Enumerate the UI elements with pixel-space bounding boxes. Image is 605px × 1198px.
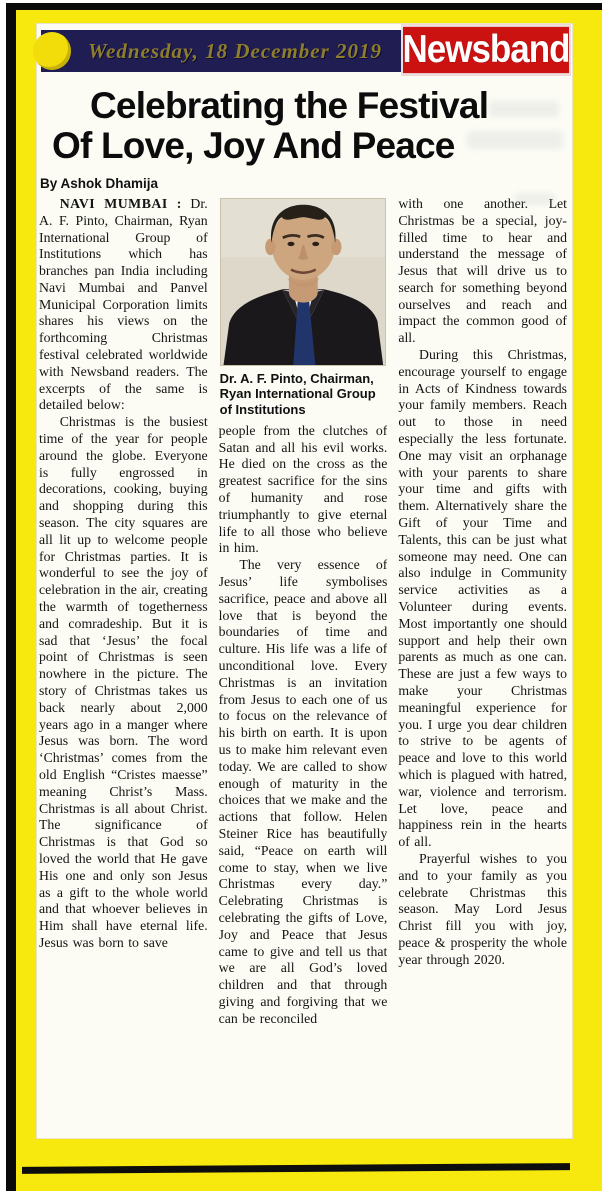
paragraph: people from the clutches of Satan and all his evil works. He died on the cross as the greatest sacrifice for the sins of humanity and rose triumphantly to give eternal life to all those who believe in him. (218, 422, 388, 556)
article-column-1 (39, 196, 208, 1144)
headline-line-2: Of Love, Joy And Peace (52, 124, 455, 166)
paragraph: Prayerful wishes to you and to your family as you celebrate Christmas this season. May Lord Jesus Christ fill you with joy, peace & prosperity the whole year through 2020. (398, 850, 568, 967)
pinto-portrait-photo (220, 198, 387, 366)
article-column-2 (219, 196, 388, 1144)
photo-figure (220, 198, 387, 417)
paragraph: Christmas is the busiest time of the year for people around the globe. Everyone is fully engrossed in decorations, cooking, buying and shopping during this season. The city squares are all lit up to welcome people for Christmas parties. It is wonderful to see the joy of celebration in the air, creating the warmth of togetherness and comradeship. But it is sad that ‘Jesus’ the focal point of Christmas is seen nowhere in the picture. The story of Christmas takes us back nearly about 2,000 years ago in a manger where Jesus was born. The word ‘Christmas’ comes from the old English “Cristes maesse” meaning Christ’s Mass. Christmas is all about Christ. The significance of Christmas is that God so loved the world that He gave His one and only son Jesus as a gift to the whole world and that whoever believes in Him shall have eternal life. Jesus was born to save (39, 414, 208, 950)
masthead-date: Wednesday, 18 December 2019 (87, 38, 383, 63)
paragraph-text: Dr. A. F. Pinto, Chairman, Ryan International Group of Institutions which has branches pan India including Navi Mumbai and Panvel Municipal Corporation limits shares his views on the forthcoming Christmas festival celebrated worldwide with Newsband readers. The excerpts of the same is detailed below: (39, 195, 208, 413)
sun-circle-icon (33, 32, 71, 70)
dateline: NAVI MUMBAI : (59, 195, 182, 211)
article-column-3 (398, 196, 567, 1144)
paragraph: The very essence of Jesus’ life symbolises sacrifice, peace and above all love that is beyond the boundaries of time and culture. His life was a life of unconditional love. Every Christmas is an invitation from Jesus to each one of us to focus on the relevance of his birth on earth. It is upon us to make him relevant even today. We are called to show enough of maturity in the choices that we make and the actions that follow. Helen Steiner Rice has beautifully said, “Peace on earth will come to stay, when we live Christmas every day.” Celebrating Christmas is celebrating the gifts of Love, Joy and Peace that Jesus came to give and tell us that we are all God’s loved children and that through giving and forgiving that we can be reconciled (218, 557, 388, 1026)
portrait-illustration (221, 199, 386, 365)
headline-line-1: Celebrating the Festival (90, 85, 489, 126)
byline: By Ashok Dhamija (40, 175, 159, 191)
article-paper (36, 23, 573, 1139)
article-columns (36, 196, 573, 1144)
paragraph (39, 196, 208, 414)
photo-caption: Dr. A. F. Pinto, Chairman, Ryan International Group of Institutions (219, 370, 376, 417)
masthead-brand: Newsband (401, 25, 571, 76)
paragraph: with one another. Let Christmas be a special, joy-filled time to hear and understand the message of Jesus that will drive us to search for something beyond ourselves and reach and impact the common good of all. (398, 195, 568, 346)
paragraph: During this Christmas, encourage yourself to engage in Acts of Kindness towards your family members. Reach out to those in need especially the less fortunate. One may visit an orphanage with your parents to share your time and gifts with them. Alternatively share the Gift of your Time and Talents, this can be just what someone may need. One can also indulge in Community service activities as a Volunteer during events. Most importantly one should support and help their own parents as much as one can. These are just a few ways to make your Christmas meaningful experience for you. I urge you dear children to strive to be agents of peace and love to this world which is plagued with hatred, war, violence and terrorism. Let love, peace and happiness rein in the hearts of all. (398, 347, 568, 850)
headline (52, 86, 555, 166)
masthead-bar (41, 28, 570, 72)
